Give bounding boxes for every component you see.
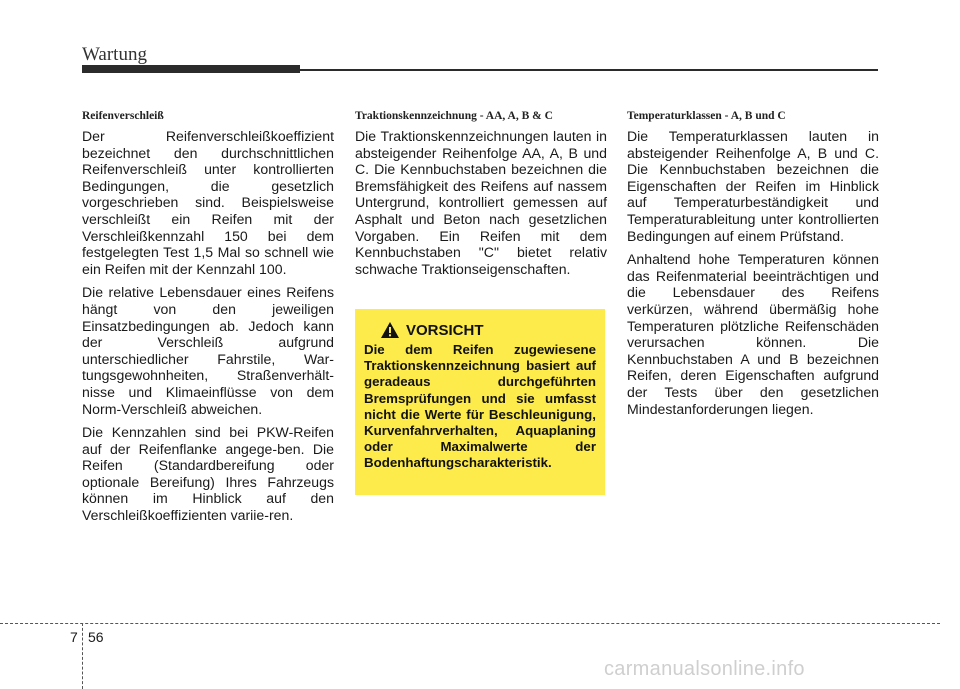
header-rule-thick	[82, 65, 300, 73]
header-rule-thin	[300, 69, 878, 71]
footer-dashed-divider	[82, 623, 83, 689]
caution-header	[380, 321, 596, 339]
footer-dashed-rule	[0, 623, 940, 624]
section-heading-tread-wear: Reifenverschleiß	[82, 110, 164, 122]
page-header-title: Wartung	[82, 44, 147, 65]
paragraph: Anhaltend hohe Temperaturen können das Reifenmaterial beeinträchtigen und die Lebensdauer des Reifens verkürzen, während übermäßig hohe Temperaturen plötzliche Reifenschäden verursachen können. Die Kennbuchstaben A und B bezeichnen Reifen, deren Eigenschaften aufgrund der Tests über den gesetzlichen Mindestanforderungen liegen.	[627, 251, 879, 417]
section-heading-traction: Traktionskennzeichnung - AA, A, B & C	[355, 110, 553, 122]
paragraph: Die Temperaturklassen lauten in absteigender Reihenfolge A, B und C. Die Kennbuchstaben bezeichnen die Eigenschaften der Reifen im Hinblick auf Temperaturbeständigkeit und Temperaturableitung unter kontrollierten Bedingungen auf einem Prüfstand.	[627, 128, 879, 244]
chapter-number: 7	[70, 629, 78, 645]
caution-box	[355, 309, 605, 495]
column-traction	[355, 110, 607, 284]
column-temperature	[627, 110, 879, 424]
page-number: 56	[88, 629, 104, 645]
watermark: carmanualsonline.info	[604, 658, 805, 680]
column-tread-wear	[82, 110, 334, 531]
paragraph: Der Reifenverschleißkoeffizient bezeichnet den durchschnittlichen Reifenverschleiß unter kontrollierten Bedingungen, die gesetzlich vorgeschrieben sind. Beispielsweise verschleißt ein Reifen mit der Verschleißkennzahl 150 bei dem festgelegten Test 1,5 Mal so schnell wie ein Reifen mit der Kennzahl 100.	[82, 128, 334, 277]
section-heading-temperature: Temperaturklassen - A, B und C	[627, 110, 786, 122]
paragraph: Die Traktionskennzeichnungen lauten in absteigender Reihenfolge AA, A, B und C. Die Kennbuchstaben bezeichnen die Bremsfähigkeit des Reifens auf nassem Untergrund, kontrolliert gemessen auf Asphalt und Beton nach gesetzlichen Vorgaben. Ein Reifen mit dem Kennbuchstaben "C" bietet relativ schwache Traktionseigenschaften.	[355, 128, 607, 277]
paragraph: Die relative Lebensdauer eines Reifens hängt von den jeweiligen Einsatzbedingungen ab. Jedoch kann der Verschleiß aufgrund unterschiedlicher Fahrstile, War-tungsgewohnheiten, Straßenverhält-nisse und Klimaeinflüsse von dem Norm-Verschleiß abweichen.	[82, 284, 334, 417]
paragraph: Die Kennzahlen sind bei PKW-Reifen auf der Reifenflanke angege-ben. Die Reifen (Standardbereifung oder optionale Bereifung) Ihres Fahrzeugs können im Hinblick auf den Verschleißkoeffizienten variie-ren.	[82, 424, 334, 524]
caution-text: Die dem Reifen zugewiesene Traktionskennzeichnung basiert auf geradeaus durchgeführten Bremsprüfungen und sie umfasst nicht die Werte für Beschleunigung, Kurvenfahrverhalten, Aquaplaning oder Maximalwerte der Bodenhaftungscharakteristik.	[364, 342, 596, 471]
caution-title: VORSICHT	[406, 321, 484, 339]
warning-triangle-icon	[380, 321, 400, 339]
